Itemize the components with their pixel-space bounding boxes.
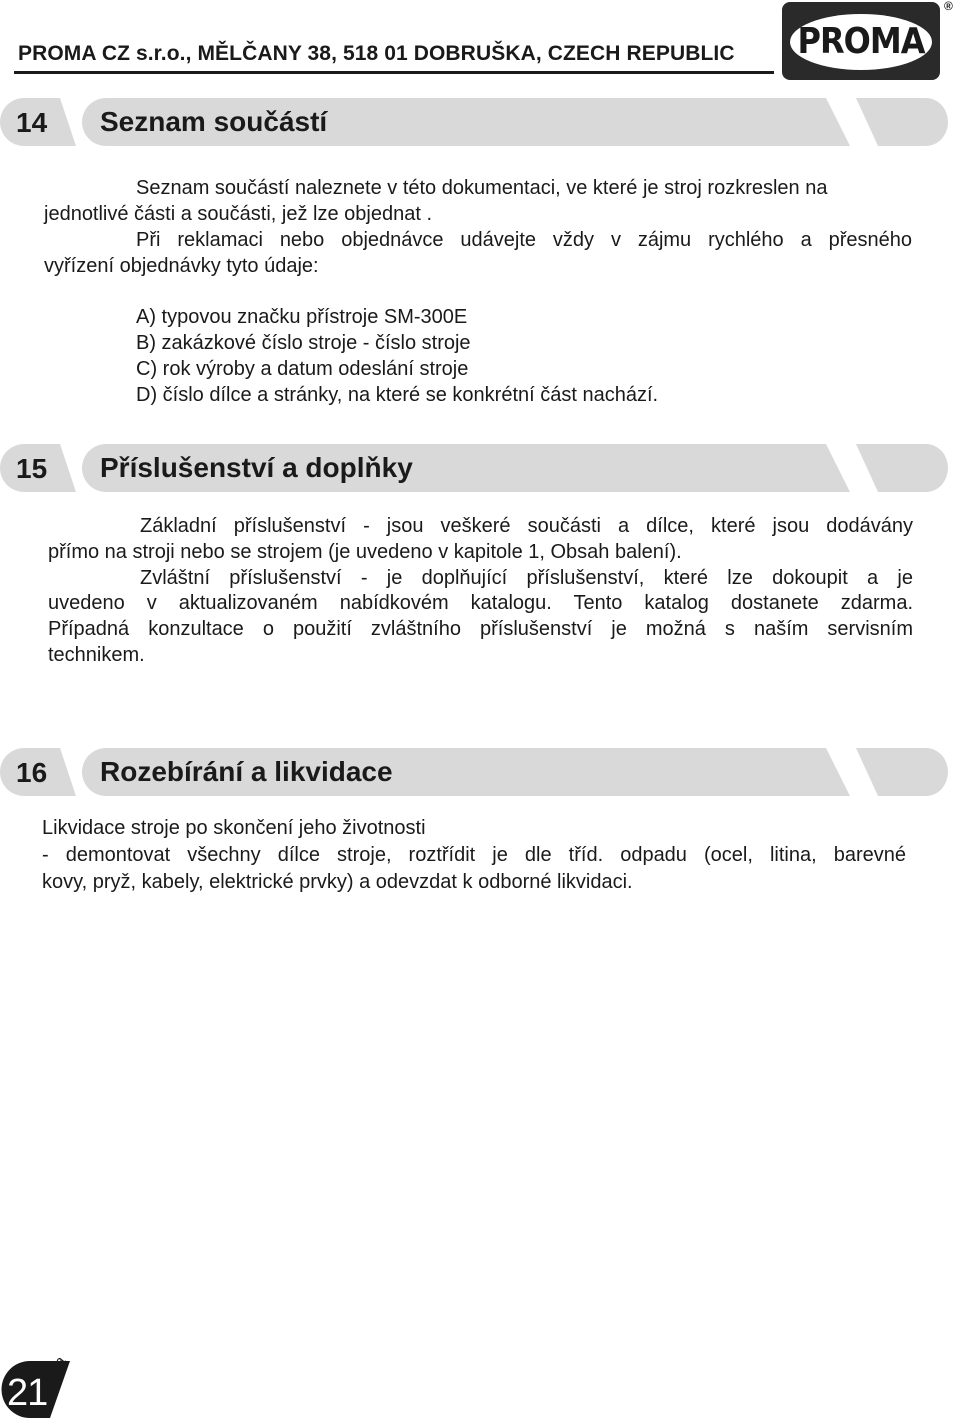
paragraph-line: Při reklamaci nebo objednávce udávejte vždy v zájmu rychlého a přesného <box>136 229 912 251</box>
paragraph-line: Základní příslušenství - jsou veškeré součásti a dílce, které jsou dodávány <box>140 515 913 537</box>
paragraph-line: Zvláštní příslušenství - je doplňující příslušenství, které lze dokoupit a je <box>140 567 913 589</box>
page-word: strana <box>34 1354 70 1399</box>
registered-mark: ® <box>944 0 953 13</box>
paragraph-line: Seznam součástí naleznete v této dokumentaci, ve které je stroj rozkreslen na <box>136 177 828 199</box>
list-item: B) zakázkové číslo stroje - číslo stroje <box>136 332 471 354</box>
section-title: Seznam součástí <box>100 106 328 137</box>
section-number: 16 <box>16 757 48 788</box>
list-item: D) číslo dílce a stránky, na které se konkrétní část nachází. <box>136 384 659 406</box>
header-divider <box>14 71 774 74</box>
paragraph-line: technikem. <box>48 644 145 666</box>
paragraph-line: vyřízení objednávky tyto údaje: <box>44 255 319 277</box>
paragraph-line: uvedeno v aktualizovaném nabídkovém katalogu. Tento katalog dostanete zdarma. <box>48 592 913 614</box>
section-title: Rozebírání a likvidace <box>100 756 393 787</box>
paragraph-line: kovy, pryž, kabely, elektrické prvky) a odevzdat k odborné likvidaci. <box>42 871 633 893</box>
section-header-14 <box>0 98 960 146</box>
section-number: 15 <box>16 453 48 484</box>
paragraph-line: Likvidace stroje po skončení jeho životnosti <box>42 817 426 839</box>
company-address: PROMA CZ s.r.o., MĚLČANY 38, 518 01 DOBRUŠKA, CZECH REPUBLIC <box>18 42 735 65</box>
section-header-15 <box>0 444 960 492</box>
section-header-16 <box>0 748 960 796</box>
section-number: 14 <box>16 107 48 138</box>
list-item: C) rok výroby a datum odeslání stroje <box>136 358 469 380</box>
paragraph-line: jednotlivé části a součásti, jež lze objednat . <box>44 203 432 225</box>
section-title: Příslušenství a doplňky <box>100 452 413 483</box>
paragraph-line: přímo na stroji nebo se strojem (je uvedeno v kapitole 1, Obsah balení). <box>48 541 682 563</box>
paragraph-line: Případná konzultace o použití zvláštního příslušenství je možná s naším servisním <box>48 618 913 640</box>
proma-logo <box>782 2 940 80</box>
page-number: 21 <box>7 1372 48 1414</box>
logo-text: PROMA <box>797 20 925 62</box>
list-item: A) typovou značku přístroje SM-300E <box>136 306 468 328</box>
page-number-badge <box>0 1354 84 1420</box>
logo-oval <box>790 14 932 70</box>
paragraph-line: - demontovat všechny dílce stroje, roztřídit je dle tříd. odpadu (ocel, litina, barevné <box>42 844 906 866</box>
